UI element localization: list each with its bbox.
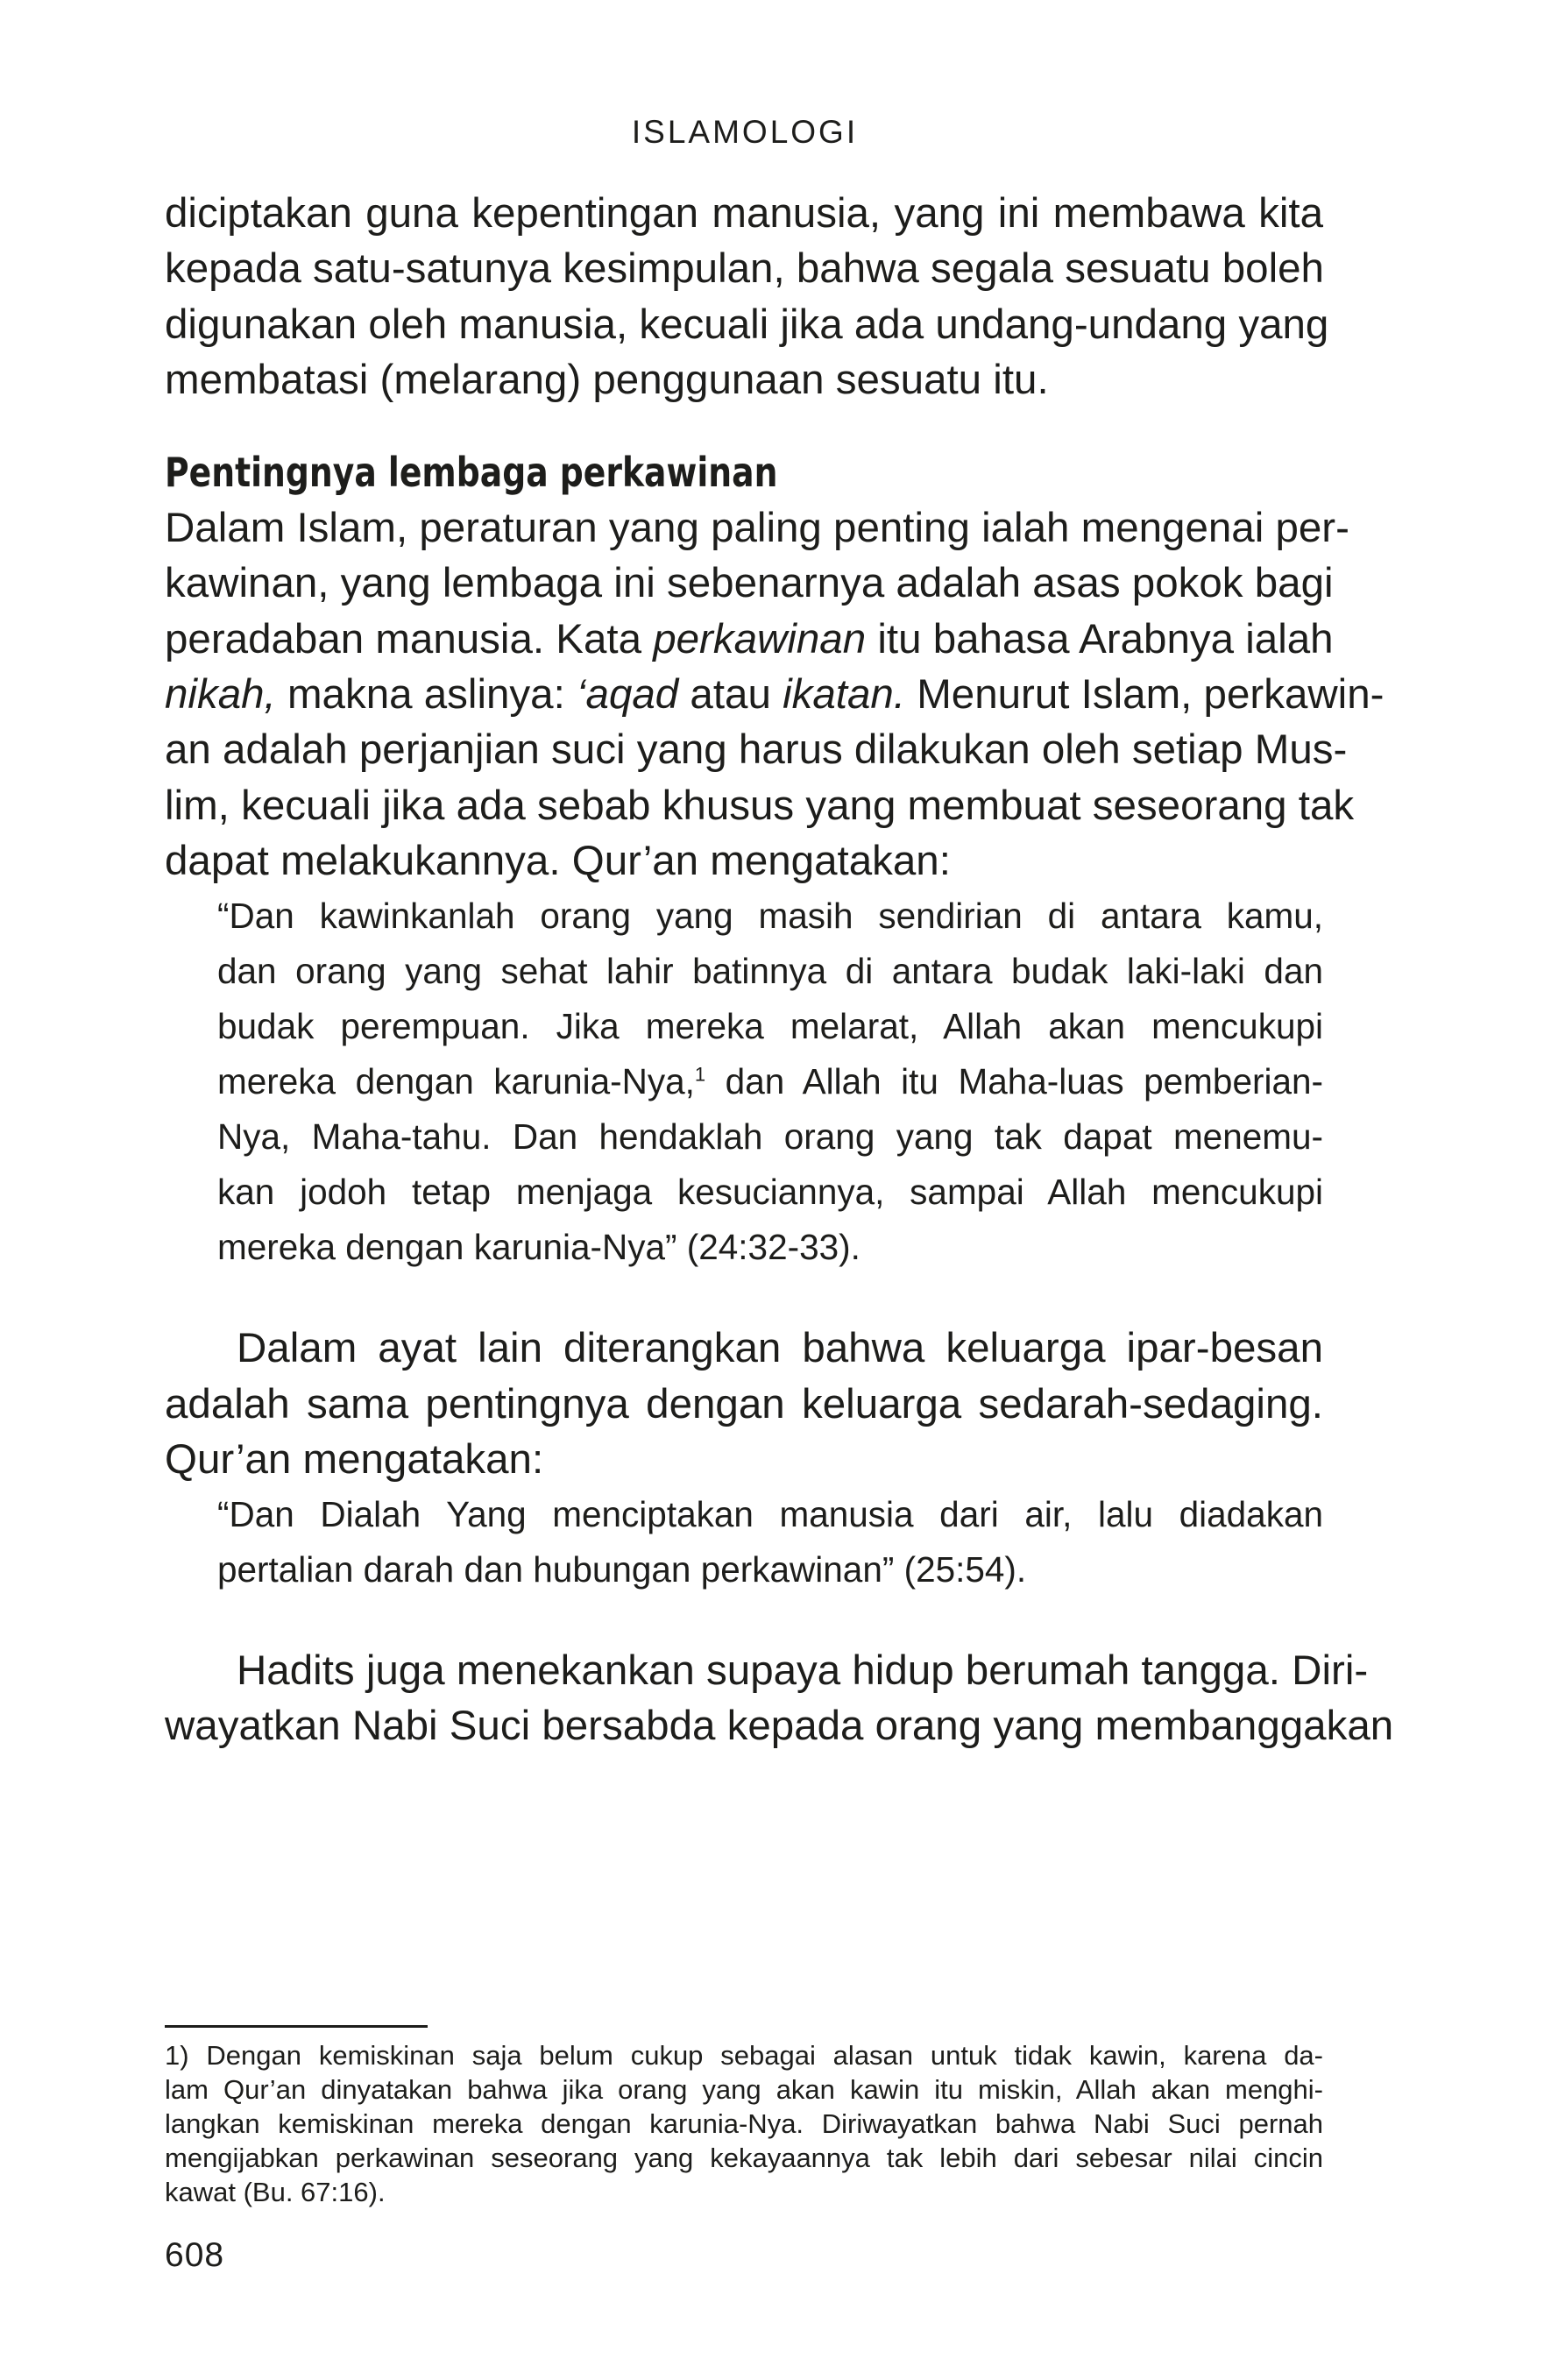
page-number: 608 [165,2236,225,2274]
text-line: kepada satu-satunya kesimpulan, bahwa segala sesuatu boleh [165,245,1324,293]
text-line: wayatkan Nabi Suci bersabda kepada orang yang membanggakan [165,1703,1394,1750]
text-line: adalah sama pentingnya dengan keluarga sedarah-sedaging. [165,1380,1323,1427]
footnote-line: 1) Dengan kemiskinan saja belum cukup sebagai alasan untuk tidak kawin, karena da- [165,2040,1323,2071]
footnote-ref[interactable]: 1 [694,1063,706,1086]
paragraph-marriage [165,500,1385,889]
text-line: an adalah perjanjian suci yang harus dilakukan oleh setiap Mus- [165,726,1348,774]
text-line: Dalam Islam, peraturan yang paling penting ialah mengenai per- [165,505,1349,552]
quote-line: mereka dengan karunia-Nya” (24:32-33). [217,1227,860,1268]
italic-term: ikatan. [783,671,906,719]
text-line: diciptakan guna kepentingan manusia, yang ini membawa kita [165,190,1323,237]
text-line: Dalam ayat lain diterangkan bahwa keluarga ipar-besan [237,1325,1323,1372]
text-line: lim, kecuali jika ada sebab khusus yang membuat seseorang tak [165,782,1355,829]
paragraph-continuation [165,186,1329,407]
italic-term: nikah, [165,671,276,719]
quote-line: dan orang yang sehat lahir batinnya di antara budak laki-laki dan [217,951,1323,992]
footnote [165,2038,1323,2209]
quote-line: “Dan Dialah Yang menciptakan manusia dari air, lalu diadakan [217,1494,1323,1535]
page-body [165,186,1394,1754]
footnote-divider [165,2025,428,2028]
text-line: Qur’an mengatakan: [165,1435,544,1483]
text-line: dapat melakukannya. Qur’an mengatakan: [165,837,951,884]
paragraph-in-laws [165,1321,1323,1487]
text-line: digunakan oleh manusia, kecuali jika ada undang-undang yang [165,301,1329,348]
text-line: peradaban manusia. Kata perkawinan itu bahasa Arabnya ialah [165,615,1334,662]
quote-line: “Dan kawinkanlah orang yang masih sendirian di antara kamu, [217,896,1323,937]
quote-line: mereka dengan karunia-Nya,$^1$ dan Allah itu Maha-luas pemberian- [217,1061,1323,1102]
quran-quote-25-54 [217,1487,1323,1597]
footnote-line: langkan kemiskinan mereka dengan karunia-Nya. Diriwayatkan bahwa Nabi Suci pernah [165,2108,1323,2139]
footnote-line: kawat (Bu. 67:16). [165,2177,386,2207]
quote-line: pertalian darah dan hubungan perkawinan” (25:54). [217,1549,1027,1590]
quran-quote-24-32 [217,889,1323,1275]
text-line: nikah, makna aslinya: ‘aqad atau ikatan. Menurut Islam, perkawin- [165,671,1385,719]
text-line: membatasi (melarang) penggunaan sesuatu itu. [165,356,1049,403]
quote-line: budak perempuan. Jika mereka melarat, Allah akan mencukupi [217,1006,1323,1047]
italic-term: ‘aqad [576,671,679,719]
footnote-line: mengijabkan perkawinan seseorang yang kekayaannya tak lebih dari sebesar nilai cincin [165,2143,1323,2173]
footnote-line: lam Qur’an dinyatakan bahwa jika orang yang akan kawin itu miskin, Allah akan menghi- [165,2074,1323,2105]
paragraph-hadith [165,1643,1394,1754]
section-heading: Pentingnya lembaga perkawinan [165,449,778,497]
quote-line: kan jodoh tetap menjaga kesuciannya, sampai Allah mencukupi [217,1172,1323,1213]
italic-term: perkawinan [653,615,867,662]
text-line: kawinan, yang lembaga ini sebenarnya adalah asas pokok bagi [165,560,1334,607]
running-header: ISLAMOLOGI [631,114,859,150]
quote-line: Nya, Maha-tahu. Dan hendaklah orang yang tak dapat menemu- [217,1116,1323,1158]
text-line: Hadits juga menekankan supaya hidup berumah tangga. Diri- [237,1647,1369,1695]
